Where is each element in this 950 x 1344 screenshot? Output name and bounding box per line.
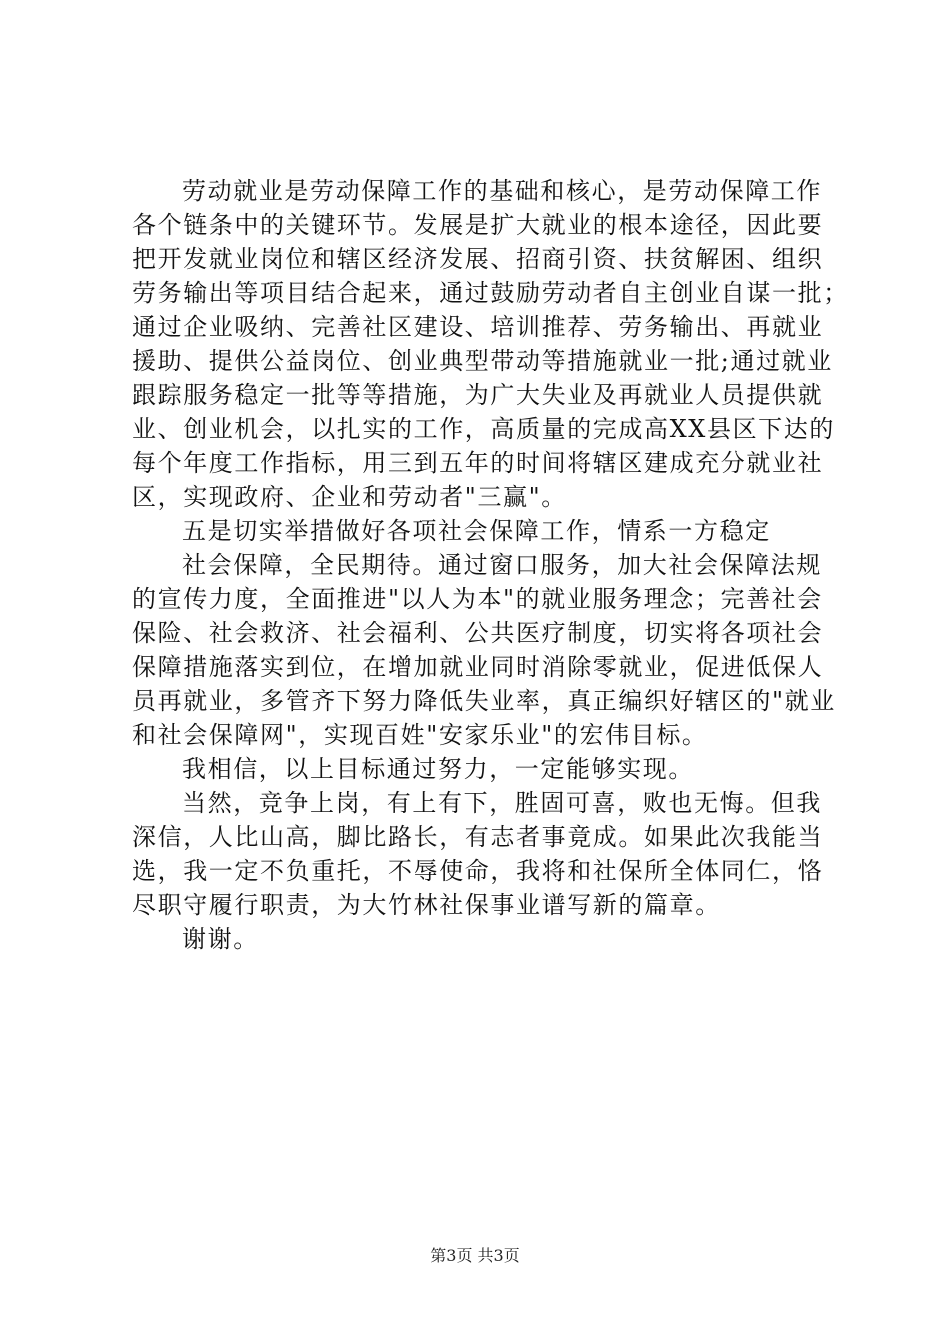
text-line: 保障措施落实到位，在增加就业同时消除零就业，促进低保人 [132,653,824,681]
text-line: 社会保障，全民期待。通过窗口服务，加大社会保障法规 [182,551,822,579]
text-line: 每个年度工作指标，用三到五年的时间将辖区建成充分就业社 [132,449,824,477]
text-line: 业、创业机会，以扎实的工作，高质量的完成高XX县区下达的 [132,415,835,443]
text-line: 区，实现政府、企业和劳动者"三赢"。 [132,483,567,511]
text-line: 深信，人比山高，脚比路长，有志者事竟成。如果此次我能当 [132,823,824,851]
text-line: 劳务输出等项目结合起来，通过鼓励劳动者自主创业自谋一批； [132,279,849,307]
text-line: 通过企业吸纳、完善社区建设、培训推荐、劳务输出、再就业 [132,313,824,341]
text-line: 保险、社会救济、社会福利、公共医疗制度，切实将各项社会 [132,619,824,647]
text-line: 选，我一定不负重托，不辱使命，我将和社保所全体同仁，恪 [132,857,824,885]
text-line: 我相信，以上目标通过努力，一定能够实现。 [182,755,694,783]
text-line: 和社会保障网"，实现百姓"安家乐业"的宏伟目标。 [132,721,708,749]
text-line: 劳动就业是劳动保障工作的基础和核心，是劳动保障工作 [182,177,822,205]
text-line: 的宣传力度，全面推进"以人为本"的就业服务理念；完善社会 [132,585,823,613]
text-line: 尽职守履行职责，为大竹林社保事业谱写新的篇章。 [132,891,721,919]
page-footer: 第3页 共3页 [430,1246,520,1265]
text-line: 各个链条中的关键环节。发展是扩大就业的根本途径，因此要 [132,211,824,239]
document-body [132,174,849,956]
text-line: 当然，竞争上岗，有上有下，胜固可喜，败也无悔。但我 [182,789,822,817]
text-line: 跟踪服务稳定一批等等措施，为广大失业及再就业人员提供就 [132,381,824,409]
section-heading: 五是切实举措做好各项社会保障工作，情系一方稳定 [182,517,771,545]
text-line: 把开发就业岗位和辖区经济发展、招商引资、扶贫解困、组织 [132,245,824,273]
text-line: 员再就业，多管齐下努力降低失业率，真正编织好辖区的"就业 [132,687,836,715]
closing-line: 谢谢。 [182,925,259,953]
text-line: 援助、提供公益岗位、创业典型带动等措施就业一批;通过就业 [132,347,833,375]
